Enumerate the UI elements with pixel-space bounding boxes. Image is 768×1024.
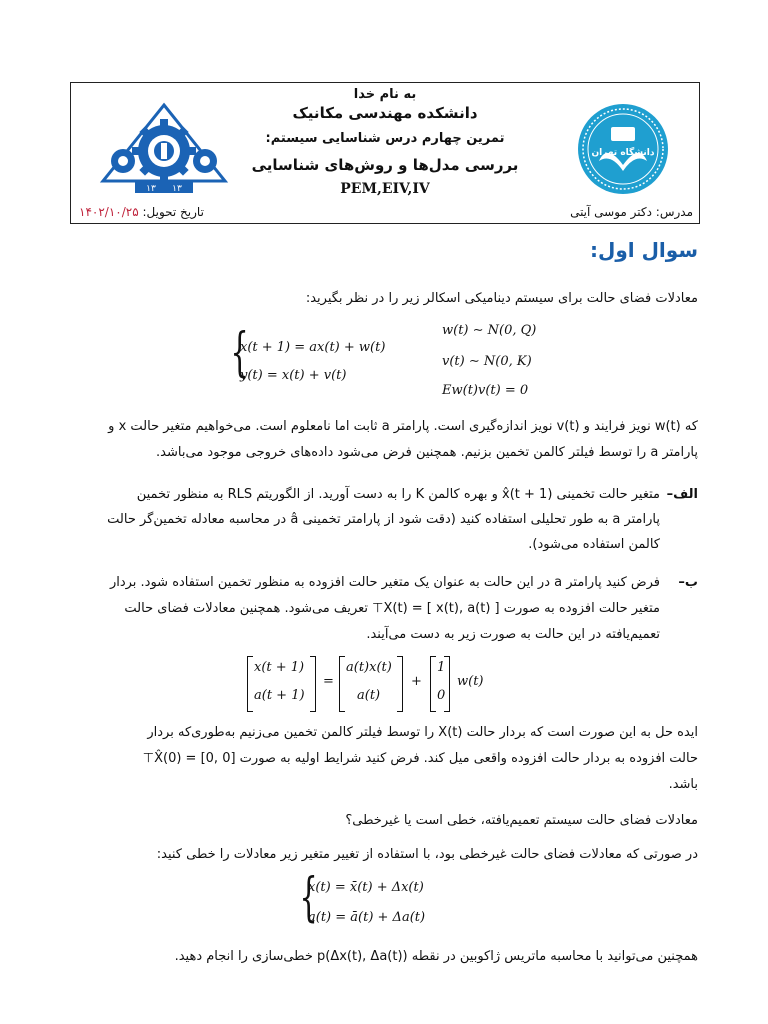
description-line-1: که w(t) نویز فرایند و v(t) نویز اندازه‌گیری است. پارامتر a ثابت اما نامعلوم است. می‌خواهیم متغیر حالت x و (108, 419, 698, 434)
rhs-bracket-left (339, 656, 345, 712)
part-b-label: ب– (678, 575, 698, 590)
aug-noise: w(t) (457, 674, 484, 689)
lhs-bracket-right (310, 656, 316, 712)
part-a-line-2: پارامتر a به طور تحلیلی استفاده کنید (دقت شود از پارامتر تخمینی â در محاسبه معادله تخمین‌گر حالت (107, 512, 660, 527)
intro-text: معادلات فضای حالت برای سیستم دینامیکی اسکالر زیر را در نظر بگیرید: (305, 291, 698, 306)
university-of-tehran-logo (577, 103, 669, 195)
faculty-name: دانشکده مهندسی مکانیک (292, 104, 478, 122)
mech-logo-year-1: ۱۳ (146, 184, 156, 194)
noise-w: w(t) ∼ N(0, Q) (442, 323, 537, 338)
header-box (70, 82, 700, 224)
output-equation: y(t) = x(t) + v(t) (240, 368, 347, 383)
part-a-label: الف– (666, 487, 698, 502)
equals-sign: = (323, 674, 334, 689)
due-date-value: ۱۴۰۲/۱۰/۲۵ (79, 205, 139, 219)
due-date (79, 205, 204, 219)
methods-title: PEM,EIV,IV (340, 181, 430, 197)
aug-rhs-row-1: a(t)x(t) (346, 660, 392, 675)
aug-lhs-row-2: a(t + 1) (254, 688, 305, 703)
idea-line-1: ایده حل به این صورت است که بردار حالت X(t) را توسط فیلتر کالمن تخمین می‌زنیم به‌طوری‌که بردار (147, 725, 698, 740)
input-bracket-right (444, 656, 450, 712)
idea-line-3: باشد. (668, 777, 698, 792)
noise-v: v(t) ∼ N(0, K) (442, 354, 532, 369)
substitution-a: a(t) = ā(t) + Δa(t) (308, 910, 426, 925)
substitution-x: x(t) = x̄(t) + Δx(t) (308, 880, 424, 895)
substitution-brace: { (299, 868, 318, 928)
aug-lhs-row-1: x(t + 1) (254, 660, 305, 675)
ut-logo-text: دانشگاه تهران (591, 148, 655, 158)
topic-title: بررسی مدل‌ها و روش‌های شناسایی (251, 156, 519, 174)
description-line-2: پارامتر a را توسط فیلتر کالمن تخمین بزنیم. همچنین فرض می‌شود داده‌های خروجی موجود می‌باشد. (156, 445, 698, 460)
part-b-line-1: فرض کنید پارامتر a در این حالت به عنوان یک متغیر حالت افزوده به منظور تخمین استفاده شود. بردار (109, 575, 660, 590)
noise-correlation: Ew(t)v(t) = 0 (442, 383, 529, 398)
aug-input-row-2: 0 (437, 688, 446, 703)
idea-line-2: حالت افزوده به بردار حالت افزوده واقعی میل کند. فرض کنید شرایط اولیه به صورت X̂(0) = [0, 0]⊤ (142, 751, 698, 766)
rhs-bracket-right (397, 656, 403, 712)
mech-logo-year-2: ۱۳ (172, 184, 182, 194)
input-bracket-left (430, 656, 436, 712)
lhs-bracket-left (247, 656, 253, 712)
question-title: سوال اول: (589, 238, 698, 262)
plus-sign: + (411, 674, 422, 689)
homework-title: تمرین چهارم درس شناسایی سیستم: (265, 131, 505, 146)
part-a-line-3: کالمن استفاده می‌شود). (528, 537, 660, 552)
instructor: مدرس: دکتر موسی آیتی (570, 205, 693, 219)
nonlinear-intro: در صورتی که معادلات فضای حالت غیرخطی بود، با استفاده از تغییر متغیر زیر معادلات را خطی کنید: (156, 847, 698, 862)
jacobian-text: همچنین می‌توانید با محاسبه ماتریس ژاکوبین در نقطه p(Δx(t), Δa(t)) خطی‌سازی را انجام دهید. (174, 949, 698, 964)
part-b-line-3: تعمیم‌یافته در این حالت به صورت زیر به دست می‌آیند. (366, 627, 660, 642)
linearity-question: معادلات فضای حالت سیستم تعمیم‌یافته، خطی است یا غیرخطی؟ (345, 813, 698, 828)
system-brace: { (230, 323, 249, 383)
basmala: به نام خدا (353, 87, 417, 102)
due-label: تاریخ تحویل: (142, 205, 204, 219)
aug-input-row-1: 1 (437, 660, 446, 675)
mechanical-faculty-logo (99, 101, 229, 196)
state-equation: x(t + 1) = ax(t) + w(t) (240, 340, 386, 355)
aug-rhs-row-2: a(t) (357, 688, 381, 703)
part-a-line-1: متغیر حالت تخمینی x̂(t + 1) و بهره کالمن K را به دست آورید. از الگوریتم RLS به منظور تخمین (136, 487, 660, 502)
part-b-line-2: متغیر حالت افزوده به صورت X(t) = [ x(t), a(t) ]⊤ تعریف می‌شود. همچنین معادلات فضای حالت (124, 601, 660, 616)
